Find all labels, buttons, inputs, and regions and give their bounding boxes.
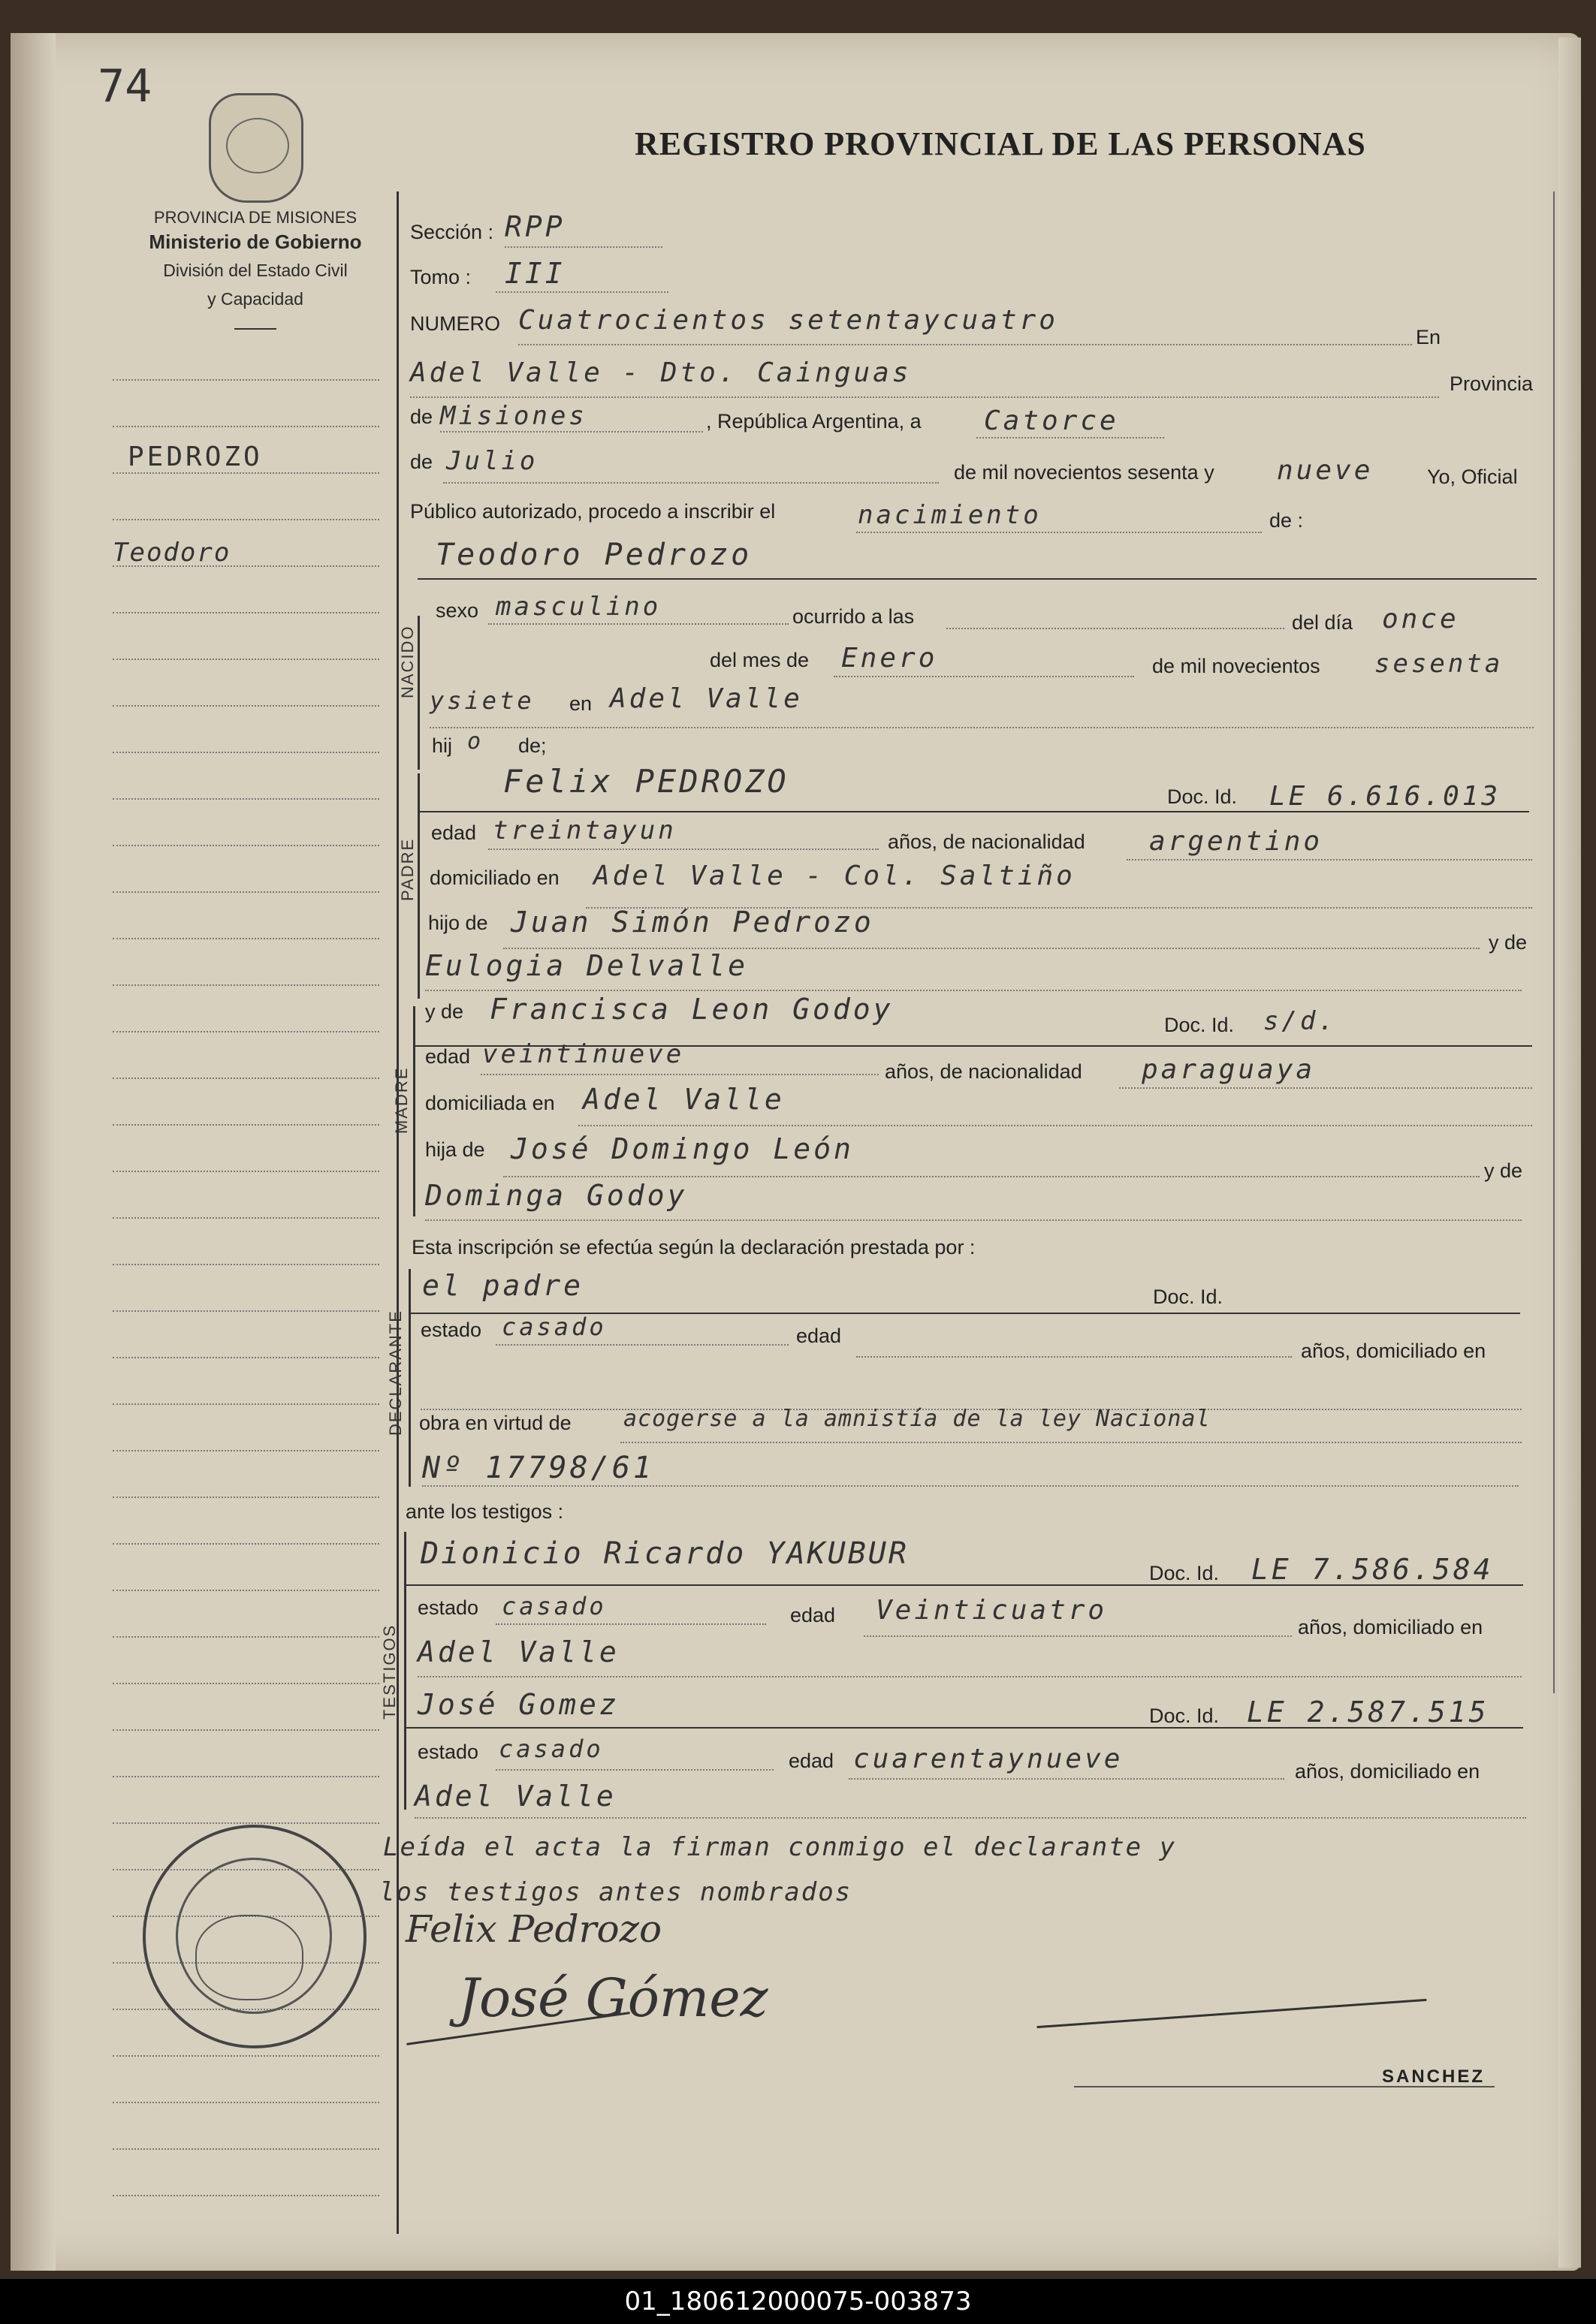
declarante-nombre: el padre bbox=[422, 1269, 584, 1302]
publico-de: de : bbox=[1269, 509, 1304, 532]
ante-testigos: ante los testigos : bbox=[406, 1500, 564, 1523]
main-border-left bbox=[397, 191, 399, 2234]
madre-y-de: y de bbox=[425, 1000, 464, 1023]
margin-rule bbox=[113, 2102, 379, 2103]
nacido-anio2: ysiete bbox=[430, 686, 535, 715]
header-division: División del Estado Civil bbox=[163, 261, 348, 280]
margin-rule bbox=[113, 2195, 379, 2196]
margin-rule bbox=[113, 845, 379, 846]
numero-value: Cuatrocientos setentaycuatro bbox=[518, 305, 1058, 336]
testigo1-estado-label: estado bbox=[418, 1596, 479, 1619]
madre-edad-line bbox=[481, 1074, 879, 1075]
nacido-sexo: masculino bbox=[496, 592, 662, 622]
margin-rule bbox=[113, 2055, 379, 2057]
declarante-doc-label: Doc. Id. bbox=[1153, 1286, 1223, 1308]
madre-side-label: MADRE bbox=[392, 1066, 411, 1134]
margin-rule bbox=[113, 1310, 379, 1312]
testigo2-doc: LE 2.587.515 bbox=[1247, 1696, 1489, 1729]
fecha-anio: nueve bbox=[1277, 455, 1374, 486]
page-gutter bbox=[11, 33, 56, 2271]
prov-dia: Catorce bbox=[984, 405, 1119, 436]
header-capacidad: y Capacidad bbox=[207, 289, 303, 309]
declarante-estado-line bbox=[496, 1344, 789, 1346]
margin-rule bbox=[113, 519, 379, 520]
margin-rule bbox=[113, 1124, 379, 1126]
margin-rule bbox=[113, 1450, 379, 1451]
nacido-hijo-val: o bbox=[467, 728, 484, 755]
nacido-sexo-label: sexo bbox=[436, 599, 479, 622]
testigos-bracket bbox=[404, 1532, 406, 1810]
testigo1-doc-label: Doc. Id. bbox=[1149, 1562, 1220, 1584]
margin-rule bbox=[113, 1683, 379, 1684]
fecha-mes: Julio bbox=[446, 446, 539, 476]
declarante-obra-line bbox=[620, 1442, 1522, 1443]
testigo2-edad: cuarentaynueve bbox=[853, 1744, 1124, 1774]
nacido-hijo-label: hij bbox=[432, 734, 453, 757]
firma-testigo: José Gómez bbox=[458, 1967, 768, 2029]
margin-rule bbox=[113, 1171, 379, 1172]
madre-domicilio: Adel Valle bbox=[583, 1083, 785, 1116]
testigo1-nombre: Dionicio Ricardo YAKUBUR bbox=[421, 1536, 909, 1571]
oficial-signature-line bbox=[1074, 2086, 1495, 2087]
page-title: REGISTRO PROVINCIAL DE LAS PERSONAS bbox=[635, 125, 1366, 162]
testigo1-edad: Veinticuatro bbox=[876, 1595, 1108, 1626]
testigo2-doc-label: Doc. Id. bbox=[1149, 1705, 1220, 1727]
padre-edad: treintayun bbox=[493, 815, 677, 846]
nacido-mes-line bbox=[834, 676, 1134, 677]
margin-rule bbox=[113, 984, 379, 986]
padre-nac-label: años, de nacionalidad bbox=[888, 830, 1085, 853]
padre-dom-label: domiciliado en bbox=[430, 867, 560, 889]
margin-rule bbox=[113, 379, 379, 381]
nacido-de: de; bbox=[518, 734, 547, 757]
margin-rule bbox=[113, 891, 379, 893]
padre-hijo-label: hijo de bbox=[428, 912, 488, 934]
nacido-nombre: Teodoro Pedrozo bbox=[436, 538, 753, 572]
testigo1-edad-line bbox=[864, 1635, 1292, 1637]
margin-rule bbox=[113, 1357, 379, 1358]
fecha-line bbox=[443, 482, 939, 484]
margin-given-name: Teodoro bbox=[113, 538, 231, 568]
madre-nac-label: años, de nacionalidad bbox=[885, 1060, 1082, 1083]
cierre-linea1: Leída el acta la firman conmigo el declarante y bbox=[383, 1832, 1177, 1862]
padre-nac-line bbox=[1127, 859, 1532, 861]
margin-rule bbox=[113, 2148, 379, 2150]
prov-de: de bbox=[410, 405, 433, 428]
header-ministry: Ministerio de Gobierno bbox=[149, 231, 362, 253]
testigo2-dom-line bbox=[415, 1817, 1526, 1819]
declarante-side-label: DECLARANTE bbox=[386, 1310, 405, 1436]
nacido-mes: Enero bbox=[841, 643, 938, 674]
margin-rule bbox=[113, 1031, 379, 1032]
prov-dia-line bbox=[976, 437, 1164, 439]
prov-value: Misiones bbox=[440, 401, 587, 431]
header-rule bbox=[234, 328, 276, 330]
margin-rule bbox=[113, 1729, 379, 1731]
nacido-del-dia: del día bbox=[1292, 611, 1353, 634]
testigo2-nombre: José Gomez bbox=[418, 1688, 620, 1721]
margin-rule bbox=[113, 472, 379, 474]
declarante-estado-label: estado bbox=[421, 1319, 482, 1341]
margin-rule bbox=[113, 752, 379, 753]
testigo1-estado: casado bbox=[502, 1592, 607, 1620]
numero-line bbox=[518, 344, 1412, 345]
fecha-yo: Yo, Oficial bbox=[1427, 466, 1518, 488]
province-coat-of-arms bbox=[209, 93, 303, 203]
nacido-lugar: Adel Valle bbox=[610, 683, 803, 714]
testigos-side-label: TESTIGOS bbox=[380, 1623, 399, 1720]
margin-rule bbox=[113, 1636, 379, 1638]
madre-hija-label: hija de bbox=[425, 1138, 485, 1161]
numero-label: NUMERO bbox=[410, 312, 500, 335]
stamp-inner-emblem bbox=[195, 1915, 303, 2000]
madre-madre-line bbox=[425, 1219, 1522, 1221]
testigo2-dom-label: años, domiciliado en bbox=[1295, 1760, 1480, 1783]
padre-doc: LE 6.616.013 bbox=[1269, 781, 1501, 812]
padre-y-de: y de bbox=[1489, 931, 1528, 954]
margin-rule bbox=[113, 426, 379, 427]
declarante-obra2: Nº 17798/61 bbox=[422, 1451, 654, 1485]
numero-en: En bbox=[1416, 326, 1441, 348]
testigo1-doc: LE 7.586.584 bbox=[1251, 1553, 1494, 1586]
declarante-bracket bbox=[409, 1269, 411, 1487]
madre-dom-label: domiciliada en bbox=[425, 1092, 555, 1114]
page-number: 74 bbox=[98, 60, 152, 113]
padre-nombre: Felix PEDROZO bbox=[503, 763, 789, 800]
margin-rule bbox=[113, 1078, 379, 1079]
madre-doc-label: Doc. Id. bbox=[1164, 1014, 1235, 1036]
madre-bracket bbox=[413, 1006, 415, 1216]
cierre-linea2: los testigos antes nombrados bbox=[379, 1877, 852, 1907]
madre-madre-de: Dominga Godoy bbox=[425, 1179, 688, 1212]
tomo-value: III bbox=[505, 257, 566, 290]
margin-rule bbox=[113, 938, 379, 939]
nacido-lugar-line bbox=[430, 727, 1534, 728]
declarante-obra2-line bbox=[422, 1485, 1519, 1487]
margin-rule bbox=[113, 705, 379, 707]
testigo2-estado-line bbox=[496, 1769, 774, 1771]
padre-madre-de: Eulogia Delvalle bbox=[425, 949, 749, 982]
prov-line bbox=[440, 431, 703, 433]
nacido-anio1: sesenta bbox=[1374, 649, 1504, 679]
margin-rule bbox=[113, 1543, 379, 1545]
tomo-line bbox=[496, 291, 668, 293]
padre-edad-line bbox=[488, 849, 879, 850]
margin-rule bbox=[113, 1497, 379, 1498]
lugar-provincia: Provincia bbox=[1450, 372, 1534, 395]
padre-hijo-de: Juan Simón Pedrozo bbox=[511, 906, 874, 939]
testigo1-dom: Adel Valle bbox=[418, 1635, 620, 1668]
lugar-value: Adel Valle - Dto. Cainguas bbox=[410, 357, 912, 388]
publico-line bbox=[856, 532, 1262, 533]
lugar-line bbox=[410, 396, 1439, 398]
seccion-value: RPP bbox=[505, 210, 566, 243]
testigo2-dom: Adel Valle bbox=[415, 1780, 617, 1813]
madre-dom-line bbox=[578, 1125, 1532, 1126]
margin-rule bbox=[113, 1590, 379, 1591]
testigo2-edad-line bbox=[849, 1778, 1284, 1780]
madre-edad: veintinueve bbox=[482, 1039, 685, 1069]
padre-side-label: PADRE bbox=[398, 837, 417, 901]
fecha-mil: de mil novecientos sesenta y bbox=[954, 461, 1214, 484]
header-province: PROVINCIA DE MISIONES bbox=[153, 208, 358, 227]
margin-rule bbox=[113, 798, 379, 800]
declarante-dom-label: años, domiciliado en bbox=[1301, 1340, 1486, 1362]
padre-edad-label: edad bbox=[431, 821, 477, 844]
madre-nacionalidad: paraguaya bbox=[1142, 1054, 1316, 1085]
prov-republica: , República Argentina, a bbox=[706, 410, 922, 433]
nacido-en: en bbox=[569, 692, 593, 715]
declarante-edad-label: edad bbox=[796, 1325, 842, 1347]
seccion-label: Sección : bbox=[410, 221, 494, 243]
margin-rule bbox=[113, 1403, 379, 1405]
madre-hija-de: José Domingo León bbox=[511, 1132, 854, 1165]
testigo2-estado-label: estado bbox=[418, 1741, 479, 1763]
nacido-mil: de mil novecientos bbox=[1152, 655, 1320, 677]
nacido-del-mes: del mes de bbox=[710, 649, 810, 671]
image-id-footer: 01_180612000075-003873 bbox=[0, 2279, 1596, 2324]
firma-padre: Felix Pedrozo bbox=[406, 1907, 662, 1951]
testigo1-dom-label: años, domiciliado en bbox=[1298, 1616, 1483, 1638]
publico-label: Público autorizado, procedo a inscribir el bbox=[410, 500, 776, 523]
nacido-side-label: NACIDO bbox=[398, 625, 417, 698]
declarante-estado: casado bbox=[502, 1313, 607, 1341]
margin-surname: PEDROZO bbox=[128, 442, 263, 472]
testigo2-edad-label: edad bbox=[789, 1750, 834, 1772]
main-border-right bbox=[1553, 191, 1555, 1693]
margin-rule bbox=[113, 659, 379, 660]
padre-nacionalidad: argentino bbox=[1149, 826, 1323, 857]
padre-doc-label: Doc. Id. bbox=[1167, 785, 1238, 808]
declaracion-text: Esta inscripción se efectúa según la declaración prestada por : bbox=[412, 1236, 976, 1258]
declarante-obra-label: obra en virtud de bbox=[419, 1412, 572, 1434]
margin-rule bbox=[113, 612, 379, 613]
nacido-bracket bbox=[418, 616, 420, 770]
margin-rule bbox=[113, 1264, 379, 1265]
testigo1-estado-line bbox=[496, 1623, 766, 1625]
margin-rule bbox=[113, 1776, 379, 1777]
nacido-sexo-line bbox=[488, 623, 789, 625]
oficial-name: SANCHEZ bbox=[1382, 2066, 1486, 2087]
madre-y-de2: y de bbox=[1484, 1159, 1523, 1182]
madre-doc: s/d. bbox=[1263, 1006, 1337, 1036]
testigo1-dom-line bbox=[418, 1676, 1522, 1677]
margin-rule bbox=[113, 1217, 379, 1219]
padre-domicilio: Adel Valle - Col. Saltiño bbox=[593, 861, 1076, 891]
page-right-edge bbox=[1558, 38, 1581, 2268]
publico-value: nacimiento bbox=[858, 500, 1042, 530]
nacido-hora-line bbox=[946, 628, 1284, 629]
padre-bracket bbox=[418, 773, 420, 999]
madre-nac-line bbox=[1119, 1087, 1532, 1089]
tomo-label: Tomo : bbox=[410, 266, 472, 288]
fecha-de: de bbox=[410, 451, 433, 473]
madre-edad-label: edad bbox=[425, 1045, 471, 1068]
nacido-ocurrido: ocurrido a las bbox=[792, 605, 915, 628]
madre-nombre: Francisca Leon Godoy bbox=[490, 993, 894, 1026]
declarante-obra1: acogerse a la amnistía de la ley Nacional bbox=[623, 1406, 1211, 1432]
padre-madre-line bbox=[425, 990, 1522, 991]
nacido-dia: once bbox=[1382, 604, 1459, 635]
testigo2-estado: casado bbox=[499, 1735, 604, 1763]
declarante-edad-line bbox=[856, 1356, 1292, 1358]
testigo1-edad-label: edad bbox=[790, 1604, 836, 1626]
margin-rule bbox=[113, 1822, 379, 1824]
nacido-top-rule bbox=[418, 578, 1537, 580]
seccion-line bbox=[505, 246, 662, 248]
madre-hija-line bbox=[503, 1176, 1480, 1177]
